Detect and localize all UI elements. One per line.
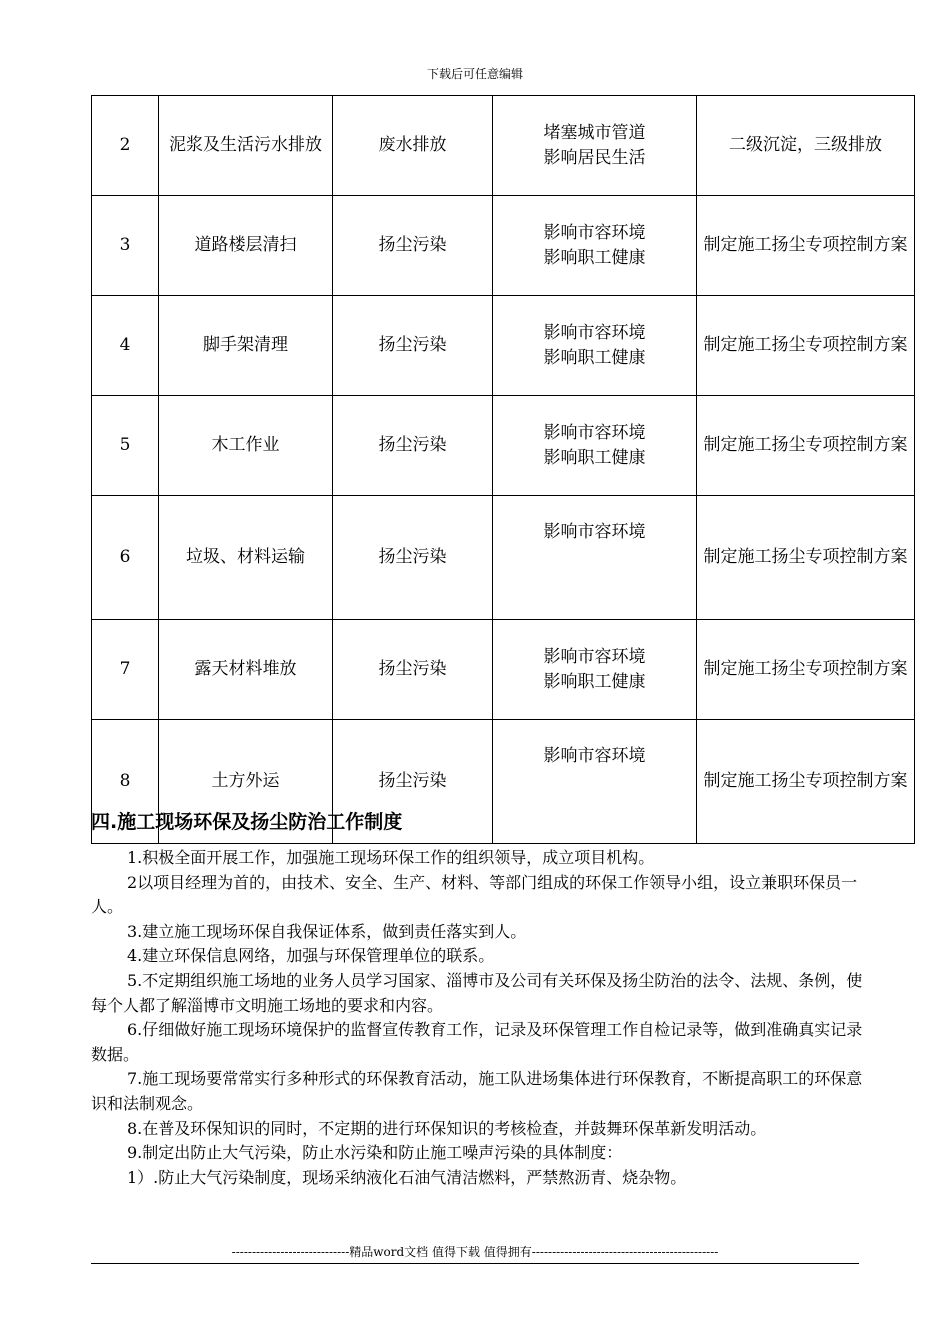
impact-cell	[493, 296, 697, 396]
table-row	[92, 396, 915, 496]
measure-cell: 制定施工扬尘专项控制方案	[697, 396, 915, 496]
row-number: 6	[92, 496, 159, 620]
activity-cell: 脚手架清理	[159, 296, 333, 396]
impact-line: 影响市容环境	[543, 522, 646, 542]
activity-cell: 土方外运	[159, 720, 333, 844]
table-body	[92, 96, 915, 844]
environment-factor-table	[91, 95, 915, 844]
row-number: 2	[92, 96, 159, 196]
paragraph: 7.施工现场要常常实行多种形式的环保教育活动，施工队进场集体进行环保教育，不断提高职工的环保意识和法制观念。	[91, 1069, 863, 1113]
row-number: 8	[92, 720, 159, 844]
measure-cell: 制定施工扬尘专项控制方案	[697, 296, 915, 396]
measure-cell: 制定施工扬尘专项控制方案	[697, 620, 915, 720]
impact-line: 影响职工健康	[543, 247, 646, 268]
row-number: 3	[92, 196, 159, 296]
factor-cell: 扬尘污染	[333, 620, 493, 720]
activity-cell: 泥浆及生活污水排放	[159, 96, 333, 196]
impact-line: 影响市容环境	[543, 646, 646, 667]
impact-line: 影响市容环境	[543, 222, 646, 243]
paragraph: 2以项目经理为首的，由技术、安全、生产、材料、等部门组成的环保工作领导小组，设立兼职环保员一人。	[91, 872, 858, 917]
paragraph: 1）.防止大气污染制度，现场采纳液化石油气清洁燃料，严禁熬沥青、烧杂物。	[127, 1167, 687, 1187]
footer-divider	[91, 1263, 859, 1264]
impact-cell	[493, 96, 697, 196]
paragraph: 8.在普及环保知识的同时，不定期的进行环保知识的考核检查，并鼓舞环保革新发明活动。	[127, 1118, 767, 1138]
impact-line: 影响职工健康	[543, 671, 646, 692]
measure-cell: 制定施工扬尘专项控制方案	[697, 720, 915, 844]
impact-cell	[493, 496, 697, 620]
activity-cell: 道路楼层清扫	[159, 196, 333, 296]
factor-cell: 扬尘污染	[333, 496, 493, 620]
impact-line: 影响市容环境	[543, 422, 646, 443]
row-number: 4	[92, 296, 159, 396]
factor-cell: 扬尘污染	[333, 720, 493, 844]
impact-line: 影响职工健康	[543, 447, 646, 468]
impact-cell	[493, 720, 697, 844]
paragraph: 1.积极全面开展工作，加强施工现场环保工作的组织领导，成立项目机构。	[127, 848, 655, 867]
paragraph: 4.建立环保信息网络，加强与环保管理单位的联系。	[127, 946, 495, 966]
paragraph: 3.建立施工现场环保自我保证体系，做到责任落实到人。	[127, 921, 527, 941]
measure-cell: 二级沉淀，三级排放	[697, 96, 915, 196]
paragraph: 9.制定出防止大气污染，防止水污染和防止施工噪声污染的具体制度：	[127, 1143, 623, 1163]
page-header: 下载后可任意编辑	[426, 67, 523, 81]
activity-cell: 垃圾、材料运输	[159, 496, 333, 620]
impact-line: 影响市容环境	[543, 322, 646, 343]
page-footer: -----------------------------精品word文档 值得下载 值得拥有----------------------------------------------	[231, 1245, 719, 1259]
impact-line: 影响市容环境	[543, 746, 646, 766]
table-row	[92, 496, 915, 620]
table-row	[92, 296, 915, 396]
impact-cell	[493, 620, 697, 720]
activity-cell: 露天材料堆放	[159, 620, 333, 720]
impact-cell	[493, 396, 697, 496]
table-row	[92, 96, 915, 196]
row-number: 7	[92, 620, 159, 720]
measure-cell: 制定施工扬尘专项控制方案	[697, 196, 915, 296]
factor-cell: 扬尘污染	[333, 196, 493, 296]
factor-cell: 废水排放	[333, 96, 493, 196]
row-number: 5	[92, 396, 159, 496]
factor-cell: 扬尘污染	[333, 296, 493, 396]
measure-cell: 制定施工扬尘专项控制方案	[697, 496, 915, 620]
section-title: 四.施工现场环保及扬尘防治工作制度	[91, 811, 403, 833]
activity-cell: 木工作业	[159, 396, 333, 496]
impact-line: 堵塞城市管道	[543, 122, 646, 143]
factor-cell: 扬尘污染	[333, 396, 493, 496]
paragraph: 5.不定期组织施工场地的业务人员学习国家、淄博市及公司有关环保及扬尘防治的法令、法规、条例，使每个人都了解淄博市文明施工场地的要求和内容。	[91, 970, 863, 1015]
section-body	[91, 846, 871, 1190]
impact-cell	[493, 196, 697, 296]
table-row	[92, 196, 915, 296]
table-row	[92, 620, 915, 720]
impact-line: 影响职工健康	[543, 347, 646, 368]
impact-line: 影响居民生活	[543, 147, 646, 168]
paragraph: 6.仔细做好施工现场环境保护的监督宣传教育工作，记录及环保管理工作自检记录等，做到准确真实记录数据。	[91, 1020, 863, 1064]
